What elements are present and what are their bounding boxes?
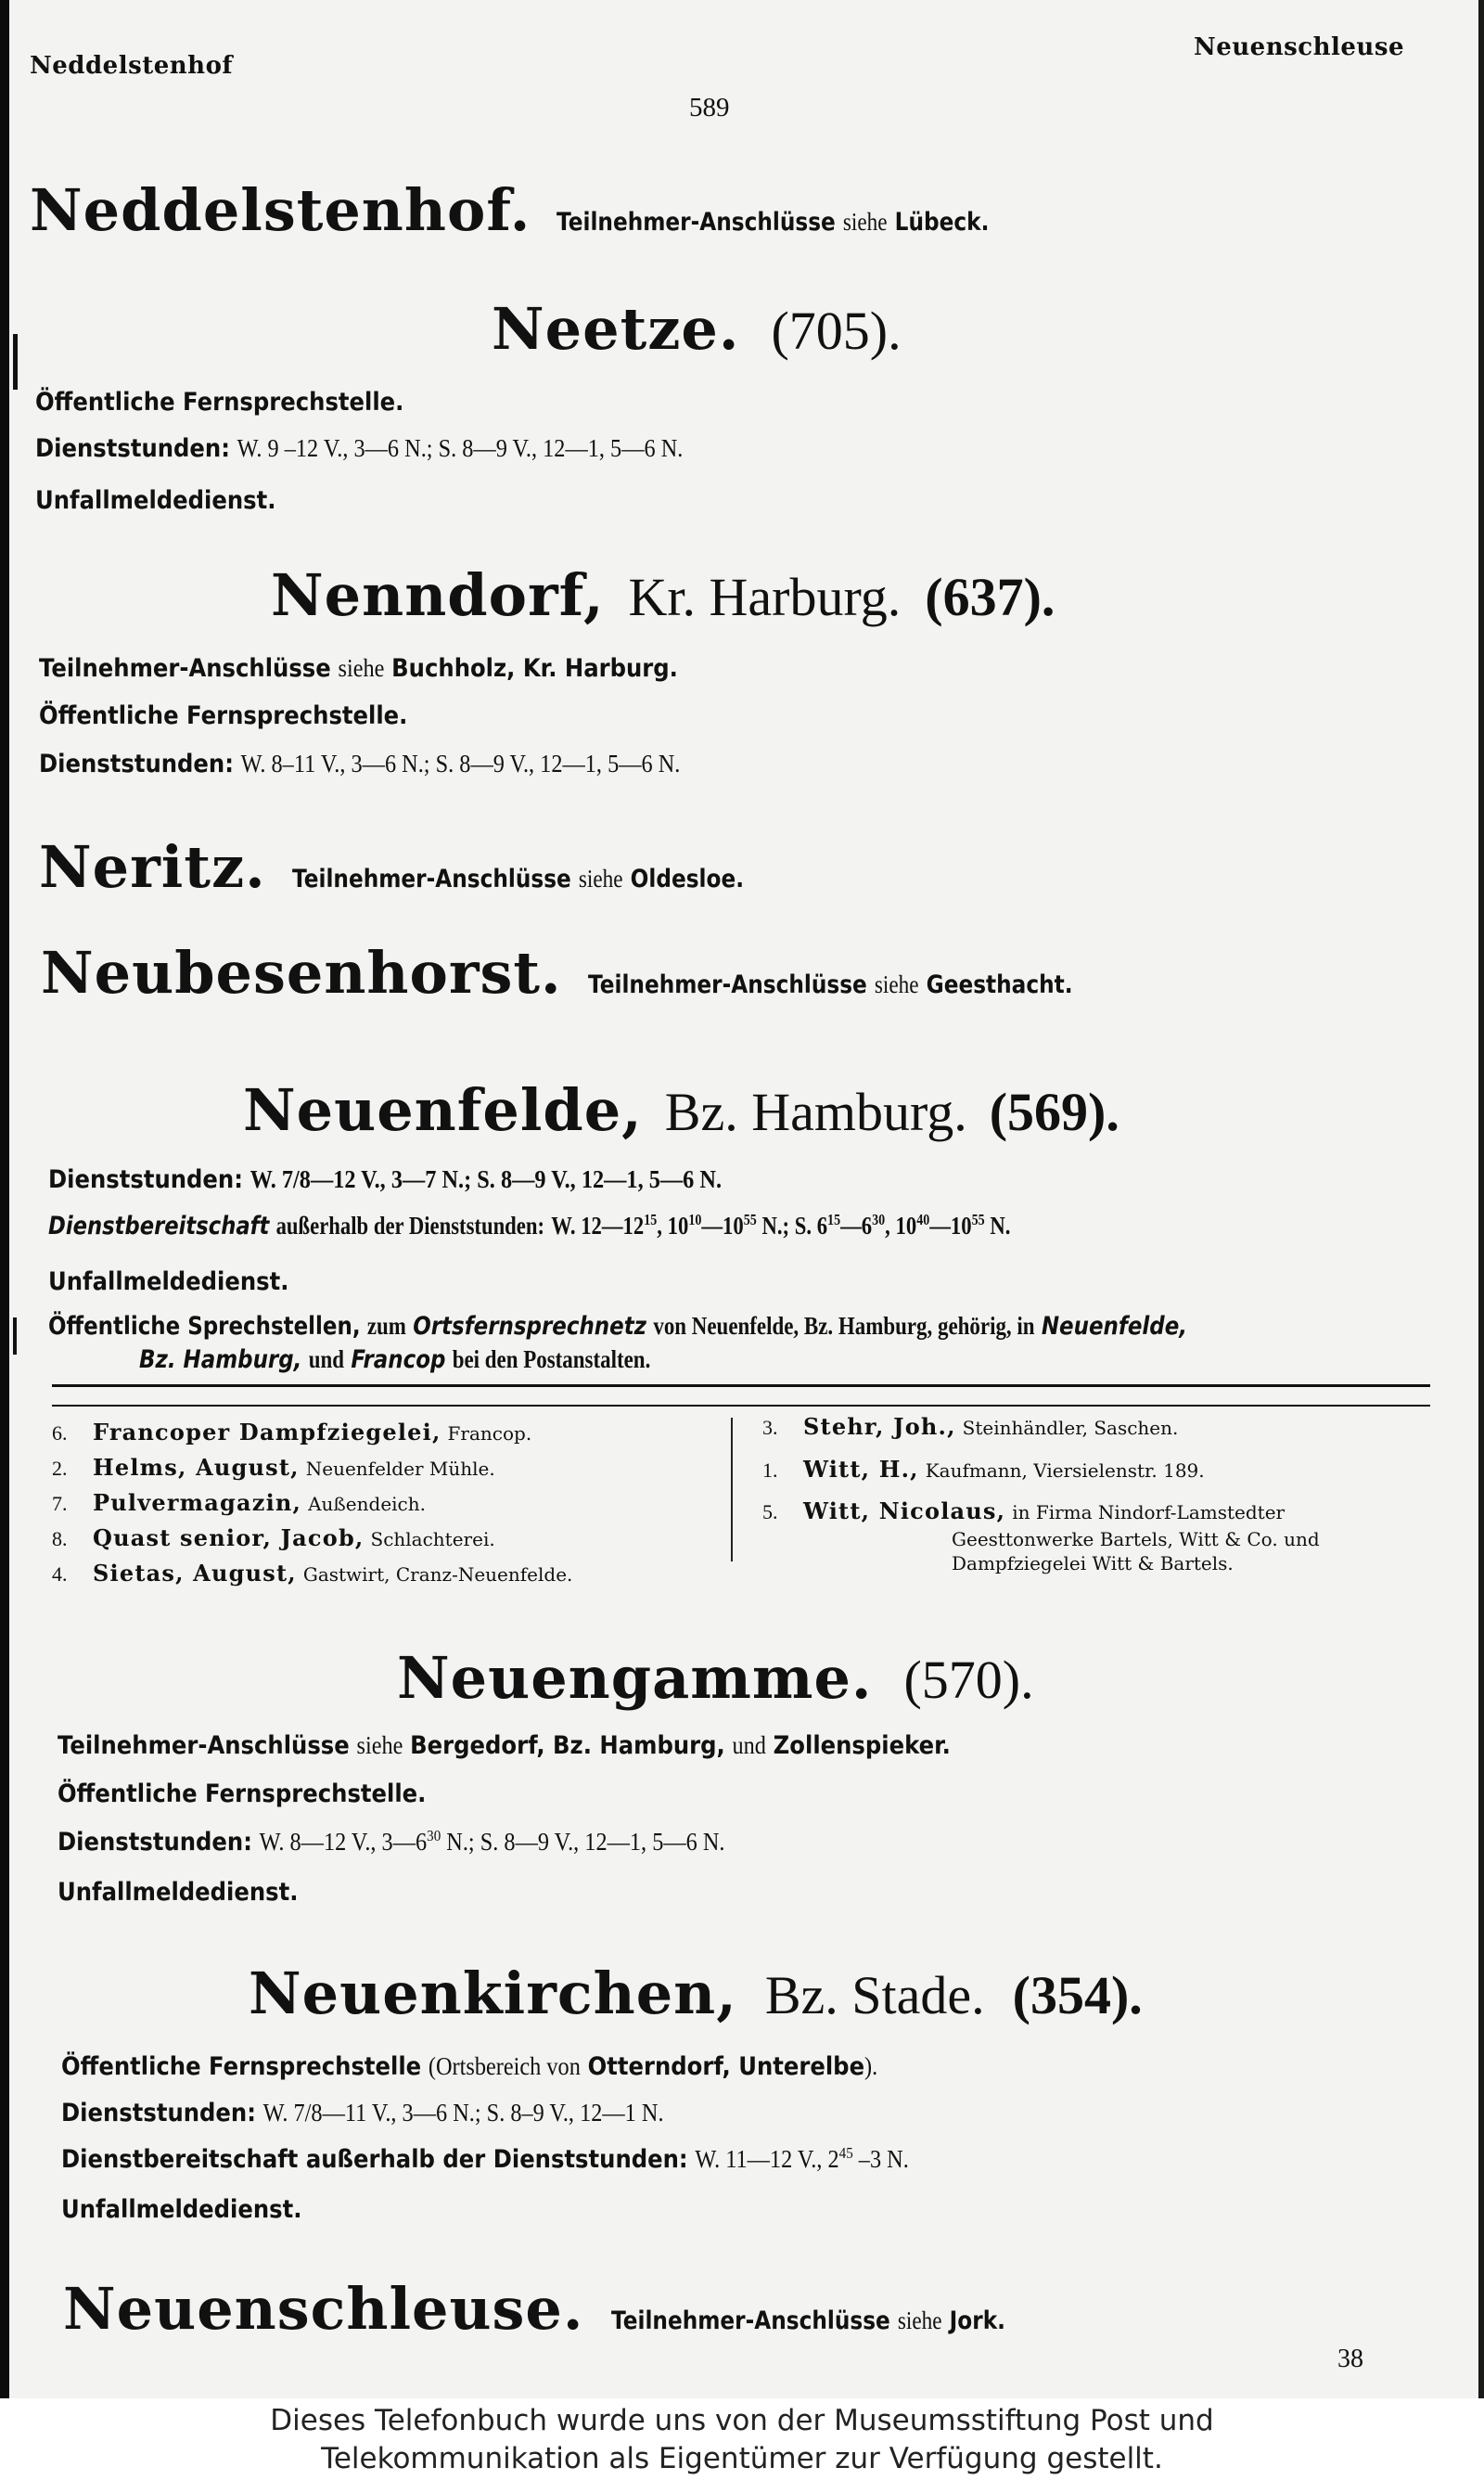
list-item: 6. Francoper Dampfziegelei, Francop. bbox=[52, 1419, 532, 1446]
page-number: 589 bbox=[689, 93, 730, 122]
exchange-number: (354). bbox=[1012, 1965, 1143, 2025]
running-header-left: Neddelstenhof bbox=[30, 52, 234, 80]
entry-nenndorf-title bbox=[271, 561, 1055, 629]
entry-line: Unfallmeldedienst. bbox=[61, 2195, 302, 2224]
entry-line: Dienststunden: W. 9 –12 V., 3—6 N.; S. 8—9 V., 12—1, 5—6 N. bbox=[35, 434, 684, 463]
list-item-continuation: Geesttonwerke Bartels, Witt & Co. und bbox=[952, 1528, 1320, 1550]
place-name: Neetze. bbox=[492, 295, 740, 363]
scan-edge-left bbox=[0, 0, 9, 2398]
ownership-footer bbox=[0, 2398, 1484, 2480]
place-name: Neddelstenhof. bbox=[30, 176, 531, 244]
entry-neubesenhorst bbox=[41, 939, 1151, 1007]
entry-line: Öffentliche Fernsprechstelle (Ortsbereich von Otterndorf, Unterelbe). bbox=[61, 2052, 878, 2081]
exchange-number: (637). bbox=[925, 567, 1055, 627]
entry-line: Unfallmeldedienst. bbox=[58, 1878, 299, 1907]
place-name: Neuenschleuse. bbox=[63, 2275, 584, 2343]
entry-line: Öffentliche Fernsprechstelle. bbox=[35, 388, 404, 417]
entry-line: Öffentliche Fernsprechstelle. bbox=[39, 701, 408, 730]
subscriber-list-right bbox=[762, 1407, 1320, 1575]
entry-neuenkirchen-title bbox=[249, 1960, 1143, 2027]
entry-neuenschleuse bbox=[63, 2275, 1070, 2343]
entry-line: Öffentliche Fernsprechstelle. bbox=[58, 1780, 427, 1808]
entry-neuenfelde-title bbox=[243, 1076, 1119, 1144]
list-item: 5. Witt, Nicolaus, in Firma Nindorf-Lamstedter bbox=[762, 1497, 1286, 1524]
entry-line: Dienstbereitschaft außerhalb der Dienststunden: W. $12—12^{15}$, $10^{10}—10^{55}$ N.; S. $6^{15}—6^{30}$, $10^{40}—10^{55}$ N. bbox=[48, 1211, 1011, 1240]
place-name: Neuengamme. bbox=[397, 1644, 873, 1712]
scan-edge-right bbox=[1478, 0, 1484, 2398]
running-header-right: Neuenschleuse bbox=[1193, 33, 1404, 61]
entry-note: Teilnehmer-Anschlüsse siehe Geesthacht. bbox=[587, 970, 1073, 999]
region: Bz. Hamburg. bbox=[664, 1082, 967, 1142]
exchange-number: (705). bbox=[771, 301, 902, 361]
list-item: 7. Pulvermagazin, Außendeich. bbox=[52, 1489, 426, 1516]
entry-note: Teilnehmer-Anschlüsse siehe Jork. bbox=[611, 2307, 1006, 2335]
place-name: Neritz. bbox=[39, 833, 266, 901]
entry-neuengamme-title bbox=[397, 1644, 1034, 1712]
scan-mark bbox=[13, 334, 18, 390]
exchange-number: (570). bbox=[903, 1650, 1034, 1710]
divider-rule bbox=[52, 1384, 1430, 1387]
entry-neritz bbox=[39, 833, 817, 901]
place-name: Neubesenhorst. bbox=[41, 939, 562, 1007]
list-item: 1. Witt, H., Kaufmann, Viersielenstr. 189. bbox=[762, 1456, 1205, 1483]
subscriber-list-left bbox=[52, 1416, 572, 1592]
scan-mark bbox=[13, 1317, 17, 1355]
entry-line: Unfallmeldedienst. bbox=[35, 486, 276, 515]
list-item: 4. Sietas, August, Gastwirt, Cranz-Neuenfelde. bbox=[52, 1560, 573, 1587]
entry-line: Öffentliche Sprechstellen, zum Ortsfernsprechnetz von Neuenfelde, Bz. Hamburg, gehörig, in Neuenfelde, bbox=[48, 1312, 1187, 1341]
footer-line: Telekommunikation als Eigentümer zur Verfügung gestellt. bbox=[321, 2442, 1163, 2475]
footer-line: Dieses Telefonbuch wurde uns von der Museumsstiftung Post und bbox=[270, 2404, 1214, 2437]
entry-line: Unfallmeldedienst. bbox=[48, 1267, 289, 1296]
region: Bz. Stade. bbox=[764, 1965, 985, 2025]
region: Kr. Harburg. bbox=[628, 567, 902, 627]
list-item-continuation: Dampfziegelei Witt & Bartels. bbox=[952, 1552, 1234, 1574]
entry-note: Teilnehmer-Anschlüsse siehe Lübeck. bbox=[556, 208, 990, 237]
entry-note: Teilnehmer-Anschlüsse siehe Oldesloe. bbox=[291, 865, 744, 893]
entry-line: Teilnehmer-Anschlüsse siehe Bergedorf, Bz. Hamburg, und Zollenspieker. bbox=[58, 1731, 951, 1760]
exchange-number: (569). bbox=[989, 1082, 1119, 1142]
entry-line: Dienststunden: W. 7/8—11 V., 3—6 N.; S. 8–9 V., 12—1 N. bbox=[61, 2099, 664, 2127]
place-name: Neuenfelde, bbox=[243, 1076, 643, 1144]
column-divider bbox=[731, 1418, 733, 1561]
entry-line: Bz. Hamburg, und Francop bei den Postanstalten. bbox=[139, 1345, 651, 1374]
entry-neetze-title bbox=[492, 295, 902, 363]
place-name: Neuenkirchen, bbox=[249, 1960, 737, 2027]
entry-neddelstenhof bbox=[30, 176, 1060, 244]
entry-line: Teilnehmer-Anschlüsse siehe Buchholz, Kr. Harburg. bbox=[39, 654, 678, 683]
list-item: 3. Stehr, Joh., Steinhändler, Saschen. bbox=[762, 1413, 1179, 1440]
entry-line: Dienststunden: W. 8—12 V., $3—6^{30}$ N.; S. 8—9 V., 12—1, 5—6 N. bbox=[58, 1827, 725, 1857]
entry-line: Dienststunden: W. 8–11 V., 3—6 N.; S. 8—9 V., 12—1, 5—6 N. bbox=[39, 750, 681, 778]
list-item: 2. Helms, August, Neuenfelder Mühle. bbox=[52, 1454, 495, 1481]
place-name: Nenndorf, bbox=[271, 561, 605, 629]
entry-line: Dienststunden: W. 7/8—12 V., 3—7 N.; S. 8—9 V., 12—1, 5—6 N. bbox=[48, 1165, 723, 1194]
list-item: 8. Quast senior, Jacob, Schlachterei. bbox=[52, 1524, 495, 1551]
entry-line: Dienstbereitschaft außerhalb der Dienststunden: W. 11—12 V., $2^{45}$ –3 N. bbox=[61, 2144, 909, 2174]
bottom-page-mark: 38 bbox=[1337, 2345, 1363, 2373]
